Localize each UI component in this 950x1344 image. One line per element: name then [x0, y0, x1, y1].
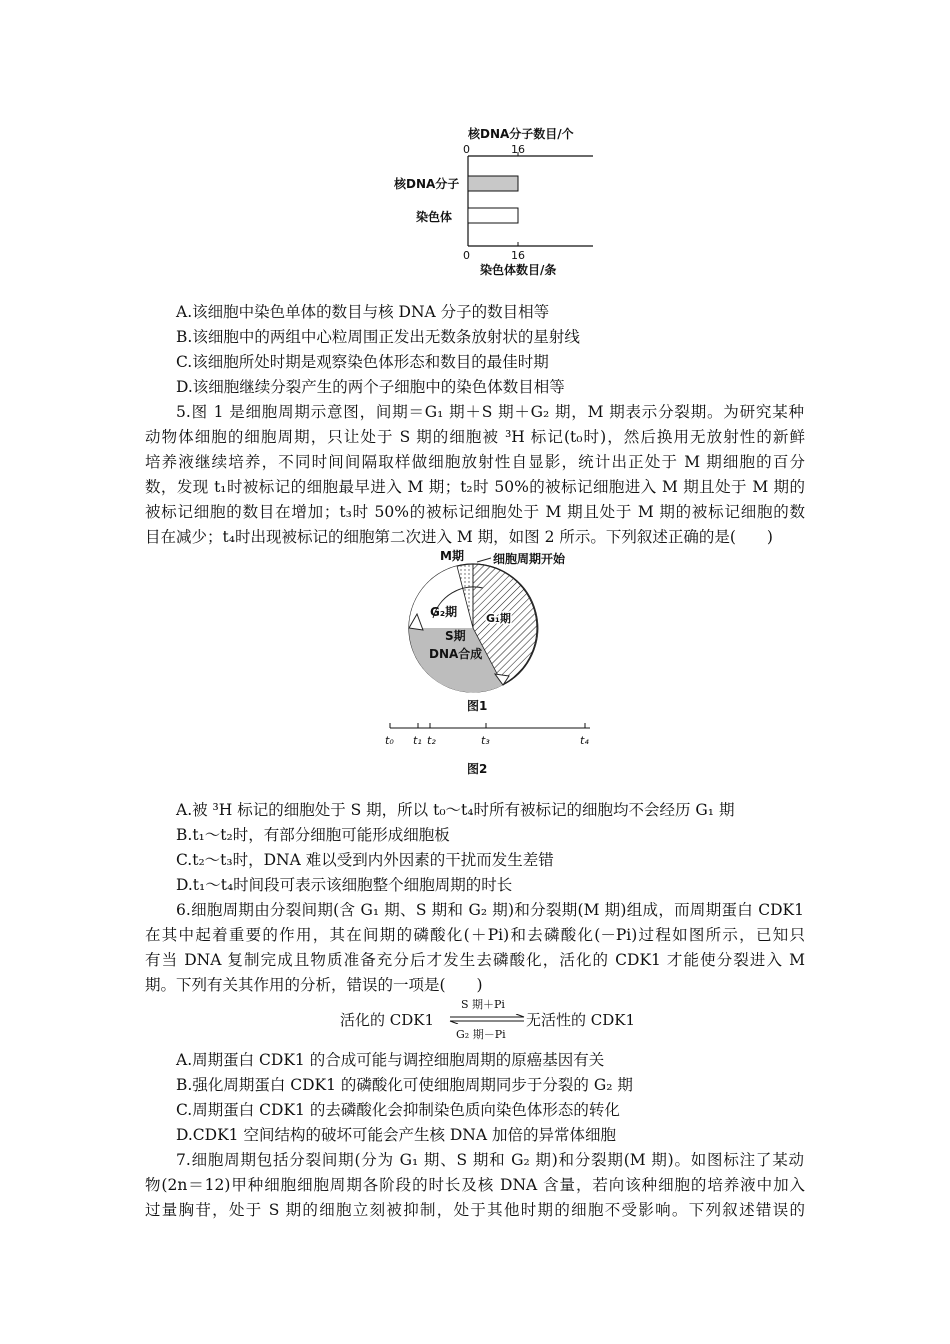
q4-option-d: D.该细胞继续分裂产生的两个子细胞中的染色体数目相等: [176, 378, 565, 396]
q5-option-d: D.t₁～t₄时间段可表示该细胞整个细胞周期的时长: [176, 876, 513, 894]
q4-option-b: B.该细胞中的两组中心粒周围正发出无数条放射状的星射线: [176, 328, 580, 346]
figure-2-caption: 图2: [467, 762, 488, 776]
bar-dna: [468, 176, 518, 191]
cell-cycle-diagram: [395, 548, 595, 713]
tick-label-t2: t₂: [427, 734, 436, 747]
start-pointer: [477, 558, 491, 562]
dna-synthesis-label: DNA合成: [429, 647, 483, 661]
q7-line-3: 过量胸苷，处于 S 期的细胞立刻被抑制，处于其他时期的细胞不受影响。下列叙述错误的: [145, 1201, 805, 1219]
bottom-tick-16: 16: [511, 249, 525, 262]
top-tick-0: 0: [463, 143, 470, 156]
q5-line-3: 培养液继续培养，不同时间间隔取样做细胞放射性自显影，统计出正处于 M 期细胞的百分: [145, 453, 805, 471]
cdk1-reaction: [340, 996, 660, 1042]
tick-label-t4: t₄: [580, 734, 589, 747]
chart-title: 核DNA分子数目/个: [468, 127, 574, 141]
q7-line-2: 物(2n＝12)甲种细胞细胞周期各阶段的时长及核 DNA 含量，若向该种细胞的培养液中加入: [145, 1176, 805, 1194]
g2-phase-label: G₂期: [430, 605, 458, 619]
q4-option-a: A.该细胞中染色单体的数目与核 DNA 分子的数目相等: [176, 303, 550, 321]
q6-line-4: 期。下列有关其作用的分析，错误的一项是( ): [145, 976, 483, 994]
q5-line-4: 数，发现 t₁时被标记的细胞最早进入 M 期；t₂时 50%的被标记细胞进入 M 期且处于 M 期的: [145, 478, 805, 496]
q6-option-b: B.强化周期蛋白 CDK1 的磷酸化可使细胞周期同步于分裂的 G₂ 期: [176, 1076, 633, 1094]
q6-line-1: 6.细胞周期由分裂间期(含 G₁ 期、S 期和 G₂ 期)和分裂期(M 期)组成，而周期蛋白 CDK1: [176, 901, 804, 919]
figure-1-caption: 图1: [467, 699, 488, 713]
reaction-top-condition: S 期＋Pi: [461, 998, 505, 1011]
reaction-left: 活化的 CDK1: [340, 1011, 435, 1029]
cycle-start-label: 细胞周期开始: [493, 552, 566, 566]
reaction-right: 无活性的 CDK1: [526, 1011, 636, 1029]
g1-phase-label: G₁期: [486, 612, 511, 625]
q5-option-b: B.t₁～t₂时，有部分细胞可能形成细胞板: [176, 826, 450, 844]
x-axis-label: 染色体数目/条: [480, 263, 557, 277]
q6-line-2: 在其中起着重要的作用，其在间期的磷酸化(＋Pi)和去磷酸化(－Pi)过程如图所示，已知只: [145, 926, 805, 944]
q5-line-6: 目在减少；t₄时出现被标记的细胞第二次进入 M 期，如图 2 所示。下列叙述正确的是( ): [145, 528, 773, 546]
category-label-chromosome: 染色体: [416, 210, 453, 224]
reversible-arrow: [448, 1014, 526, 1024]
category-label-dna: 核DNA分子: [394, 177, 460, 191]
q6-option-a: A.周期蛋白 CDK1 的合成可能与调控细胞周期的原癌基因有关: [176, 1051, 605, 1069]
q4-option-c: C.该细胞所处时期是观察染色体形态和数目的最佳时期: [176, 353, 549, 371]
bottom-tick-0: 0: [463, 249, 470, 262]
q5-line-2: 动物体细胞的细胞周期，只让处于 S 期的细胞被 ³H 标记(t₀时)，然后换用无放射性的新鲜: [145, 428, 805, 446]
q6-option-d: D.CDK1 空间结构的破坏可能会产生核 DNA 加倍的异常体细胞: [176, 1126, 616, 1144]
bar-chart: [380, 120, 610, 280]
q5-line-1: 5.图 1 是细胞周期示意图，间期＝G₁ 期＋S 期＋G₂ 期，M 期表示分裂期。为研究某种: [176, 403, 804, 421]
reaction-bottom-condition: G₂ 期－Pi: [456, 1028, 506, 1041]
q5-option-c: C.t₂～t₃时，DNA 难以受到内外因素的干扰而发生差错: [176, 851, 554, 869]
q5-line-5: 被标记细胞的数目在增加；t₃时 50%的被标记细胞处于 M 期且处于 M 期的被标记细胞的数: [145, 503, 805, 521]
s-phase-label: S期: [445, 629, 466, 643]
q5-option-a: A.被 ³H 标记的细胞处于 S 期，所以 t₀～t₄时所有被标记的细胞均不会经历 G₁ 期: [176, 801, 735, 819]
tick-label-t3: t₃: [481, 734, 490, 747]
m-phase-label: M期: [440, 549, 464, 563]
bar-chromosome: [468, 208, 518, 223]
q7-line-1: 7.细胞周期包括分裂间期(分为 G₁ 期、S 期和 G₂ 期)和分裂期(M 期)。如图标注了某动: [176, 1151, 804, 1169]
tick-label-t1: t₁: [413, 734, 422, 747]
q6-option-c: C.周期蛋白 CDK1 的去磷酸化会抑制染色质向染色体形态的转化: [176, 1101, 620, 1119]
tick-label-t0: t₀: [385, 734, 394, 747]
top-tick-16: 16: [511, 143, 525, 156]
timeline-diagram: [380, 718, 600, 754]
q6-line-3: 有当 DNA 复制完成且物质准备充分后才发生去磷酸化，活化的 CDK1 才能使分裂进入 M: [145, 951, 805, 969]
